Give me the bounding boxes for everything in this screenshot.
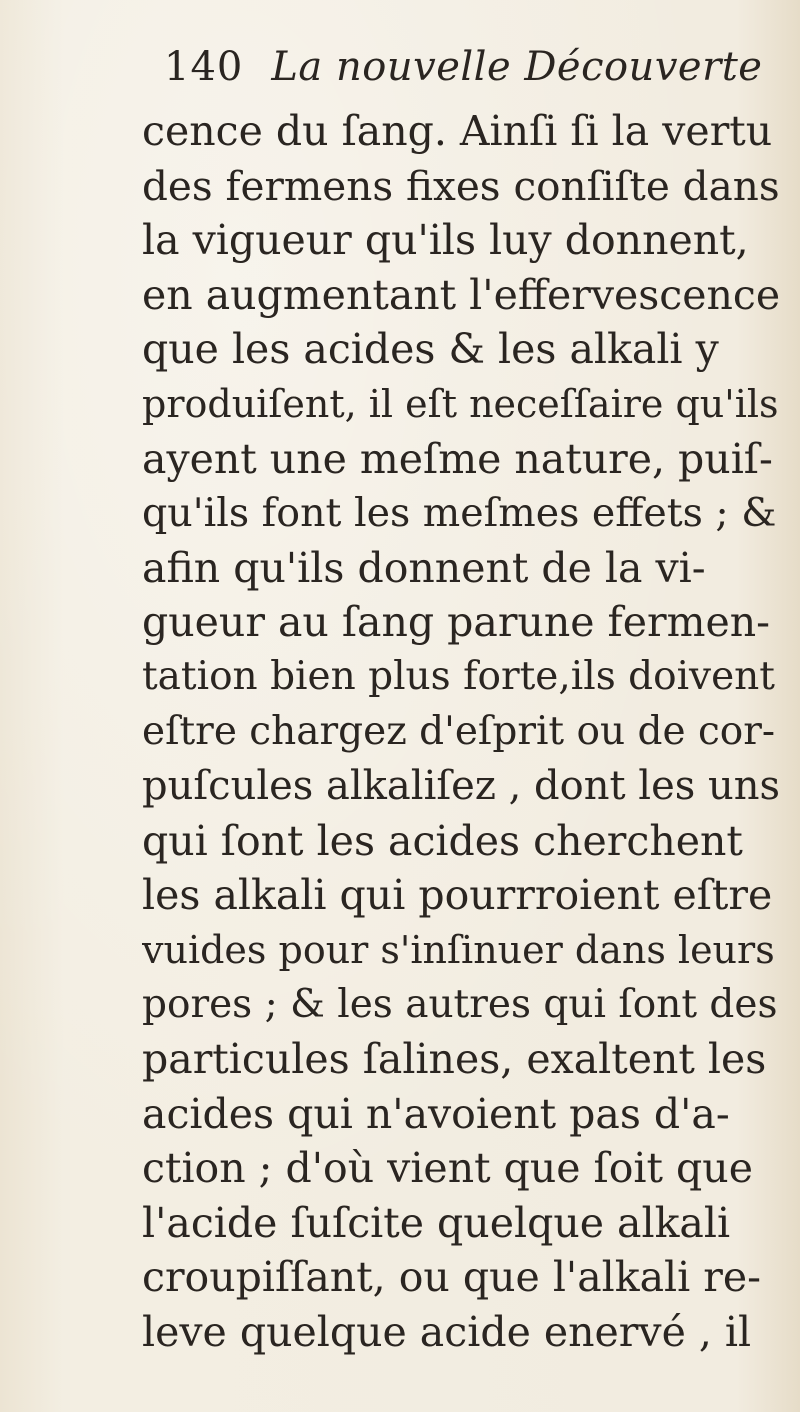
page-number: 140 bbox=[164, 44, 244, 90]
text-line: afin qu'ils donnent de la vi- bbox=[142, 543, 706, 592]
text-line: en augmentant l'effervescence bbox=[142, 270, 781, 319]
text-line: qu'ils font les meſmes effets ; & bbox=[142, 490, 777, 537]
text-line: particules ſalines, exaltent les bbox=[142, 1035, 767, 1084]
text-line: puſcules alkaliſez , dont les uns bbox=[142, 763, 781, 810]
text-line: des fermens fixes conſiſte dans bbox=[142, 161, 780, 210]
body-text bbox=[142, 104, 782, 1360]
page-header bbox=[164, 44, 762, 100]
text-line: acides qui n'avoient pas d'a- bbox=[142, 1089, 730, 1138]
text-line: croupiſſant, ou que l'alkali re- bbox=[142, 1253, 762, 1302]
text-line: que les acides & les alkali y bbox=[142, 325, 719, 374]
text-line: produiſent, il eſt neceſſaire qu'ils bbox=[142, 381, 779, 426]
text-line: gueur au ſang parune fermen- bbox=[142, 598, 770, 647]
text-line: les alkali qui pourrroient eſtre bbox=[142, 871, 773, 920]
text-line: vuides pour s'inſinuer dans leurs bbox=[142, 927, 775, 972]
running-title: La nouvelle Découverte bbox=[271, 44, 763, 90]
text-line: eſtre chargez d'eſprit ou de cor- bbox=[142, 708, 776, 754]
text-line: pores ; & les autres qui ſont des bbox=[142, 981, 778, 1027]
text-line: ayent une meſme nature, puiſ- bbox=[142, 434, 773, 483]
text-line: ction ; d'où vient que ſoit que bbox=[142, 1144, 753, 1193]
text-line: qui ſont les acides cherchent bbox=[142, 816, 743, 865]
text-line: leve quelque acide enervé , il bbox=[142, 1308, 752, 1357]
text-line: la vigueur qu'ils luy donnent, bbox=[142, 216, 749, 265]
text-line: tation bien plus forte,ils doivent bbox=[142, 653, 775, 699]
text-line: l'acide ſuſcite quelque alkali bbox=[142, 1198, 731, 1247]
text-line: cence du ſang. Ainſi ſi la vertu bbox=[142, 107, 773, 155]
